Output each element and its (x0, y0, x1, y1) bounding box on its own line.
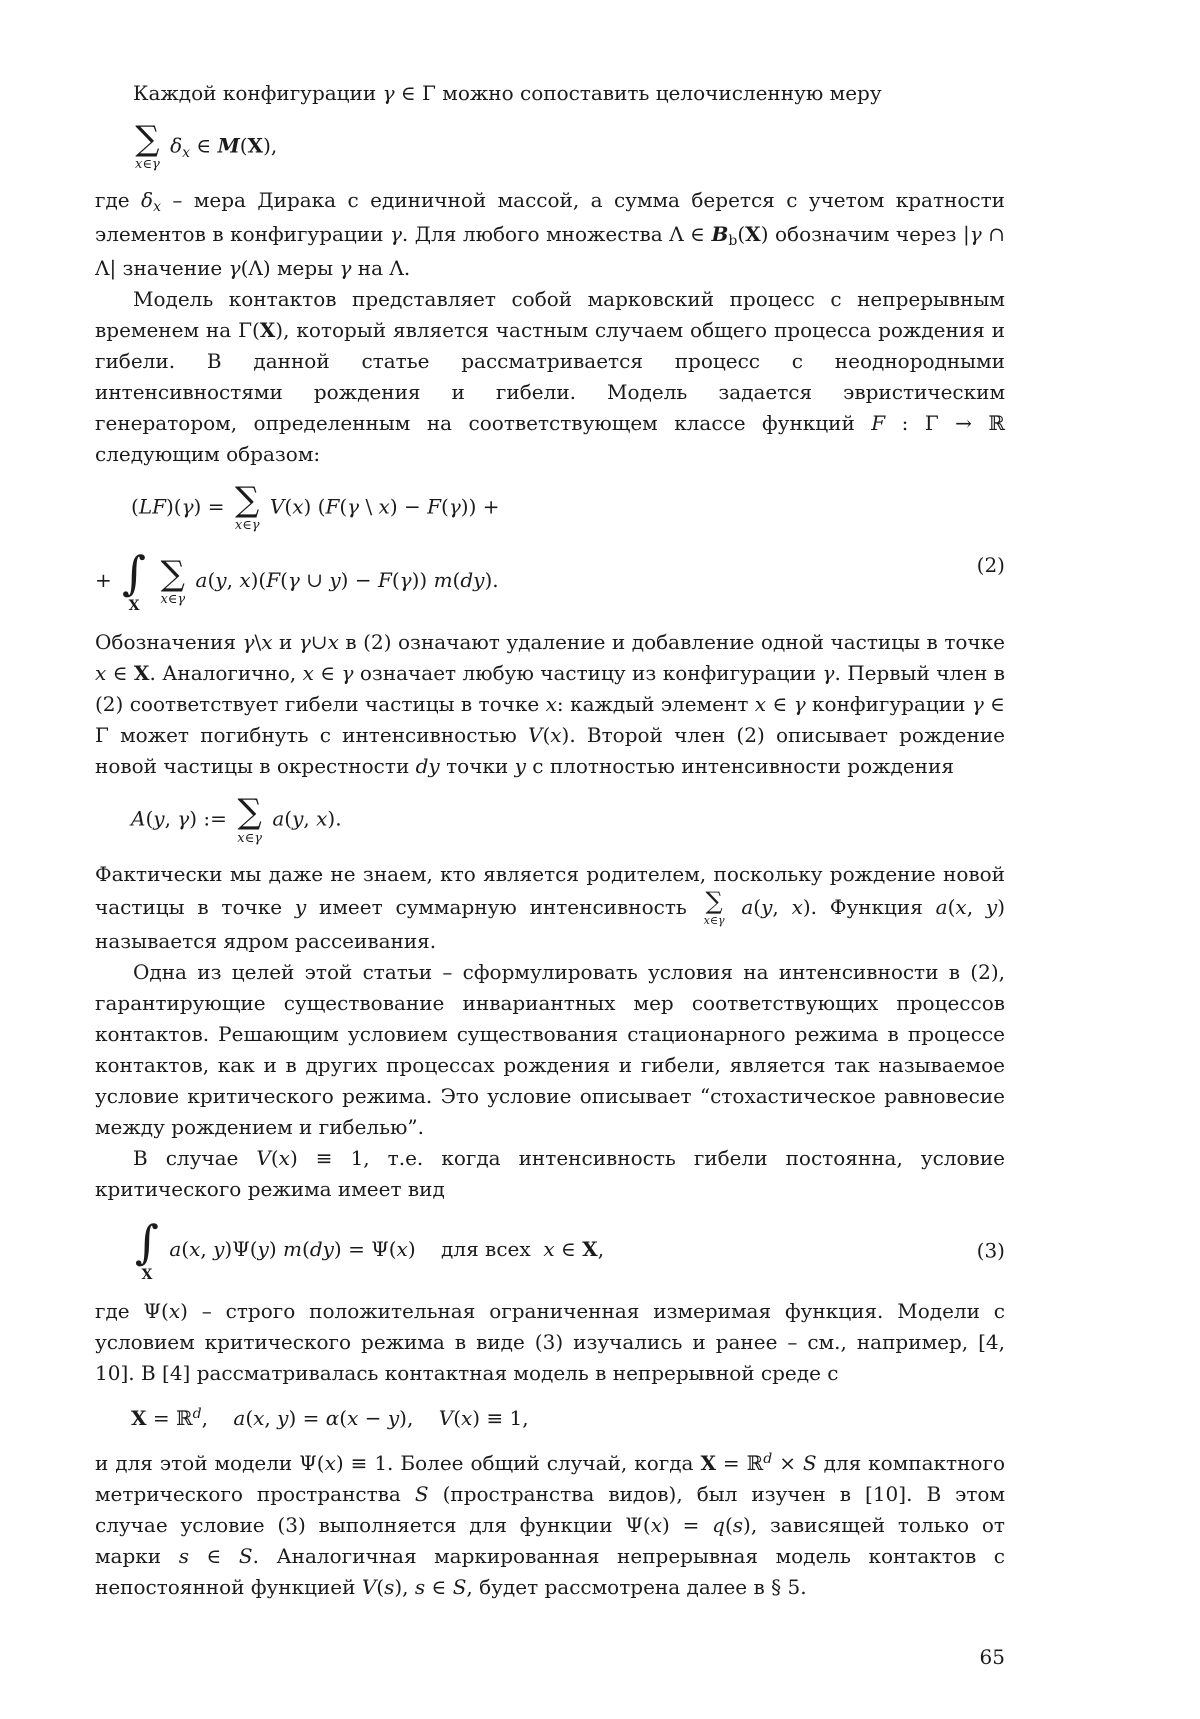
paragraph-contact-model: Модель контактов представляет собой марковский процесс с непрерывным временем на Γ(X), который является частным случаем общего процесса рождения и гибели. В данной статье рассматривается процесс с неоднородными интенсивностями рождения и гибели. Модель задается эвристическим генератором, определенным на соответствующем классе функций F : Γ → ℝ следующим образом: (95, 287, 1005, 467)
display-formula-measure (95, 119, 1005, 173)
display-formula-continuous-model (95, 1403, 1005, 1434)
equation-3-line: ∫ X a(x, y)Ψ(y) m(dy) = Ψ(x) для всех x ∈ X, (135, 1215, 605, 1284)
paragraph-article-goals: Одна из целей этой статьи – сформулировать условия на интенсивности в (2), гарантирующие существование инвариантных мер соответствующих процессов контактов. Решающим условием существования стационарного режима в процессе контактов, как и в других процессах рождения и гибели, является так называемое условие критического режима. Это условие описывает “стохастическое равновесие между рождением и гибелью”. (95, 960, 1005, 1140)
paragraph-psi-function: где Ψ(x) – строго положительная ограниченная измеримая функция. Модели с условием критического режима в виде (3) изучались и ранее – см., например, [4, 10]. В [4] рассматривалась контактная модель в непрерывной среде с (95, 1299, 1006, 1386)
paragraph-measure-intro: Каждой конфигурации γ ∈ Γ можно сопоставить целочисленную меру (133, 81, 882, 105)
formula-continuous-model: X = ℝ$^d$, a(x, y) = α(x − y), V(x) ≡ 1, (131, 1406, 529, 1431)
equation-2-line-2: + ∫ X ∑ x∈γ a(y, x)(F(γ ∪ y) − F(γ)) m(dy). (95, 546, 499, 615)
page-number: 65 (979, 1645, 1005, 1669)
formula-birth-intensity: A(y, γ) := ∑ x∈γ a(y, x). (131, 792, 342, 846)
paragraph-critical-case: В случае V(x) ≡ 1, т.е. когда интенсивность гибели постоянна, условие критического режима имеет вид (95, 1146, 1005, 1202)
paragraph-parent-unknown: Фактически мы даже не знаем, кто является родителем, поскольку рождение новой частицы в точке y имеет суммарную интенсивность ∑ x∈γ a(y, x). Функция a(x, y) называется ядром рассеивания. (95, 861, 1005, 954)
equation-2 (95, 480, 1005, 615)
formula-measure: ∑ x∈γ $\delta_x$ ∈ M(X), (135, 119, 278, 173)
equation-3-number: (3) (976, 1238, 1005, 1263)
equation-3 (95, 1215, 1005, 1284)
equation-2-line-1: (LF)(γ) = ∑ x∈γ V(x) (F(γ \ x) − F(γ)) + (131, 480, 500, 534)
equation-2-number: (2) (976, 553, 1005, 578)
display-formula-birth-intensity (95, 792, 1005, 846)
paragraph-notation: Обозначения γ\x и γ∪x в (2) означают удаление и добавление одной частицы в точке x ∈ X. Аналогично, x ∈ γ означает любую частицу из конфигурации γ. Первый член в (2) соответствует гибели частицы в точке x: каждый элемент x ∈ γ конфигурации γ ∈ Γ может погибнуть с интенсивностью V(x). Второй член (2) описывает рождение новой частицы в окрестности dy точки y с плотностью интенсивности рождения (95, 630, 1006, 779)
paragraph-dirac-measure: где $\delta_x$ – мера Дирака с единичной массой, а сумма берется с учетом кратности элементов в конфигурации γ. Для любого множества Λ ∈ $B_b(X)$ обозначим через |γ ∩ Λ| значение γ(Λ) меры γ на Λ. (95, 188, 1005, 281)
paragraph-general-case: и для этой модели Ψ(x) ≡ 1. Более общий случай, когда X = ℝ$^d$ × S для компактного метрического пространства S (пространства видов), был изучен в [10]. В этом случае условие (3) выполняется для функции Ψ(x) = q(s), зависящей только от марки s ∈ S. Аналогичная маркированная непрерывная модель контактов с непостоянной функцией V(s), s ∈ S, будет рассмотрена далее в § 5. (95, 1451, 1006, 1600)
